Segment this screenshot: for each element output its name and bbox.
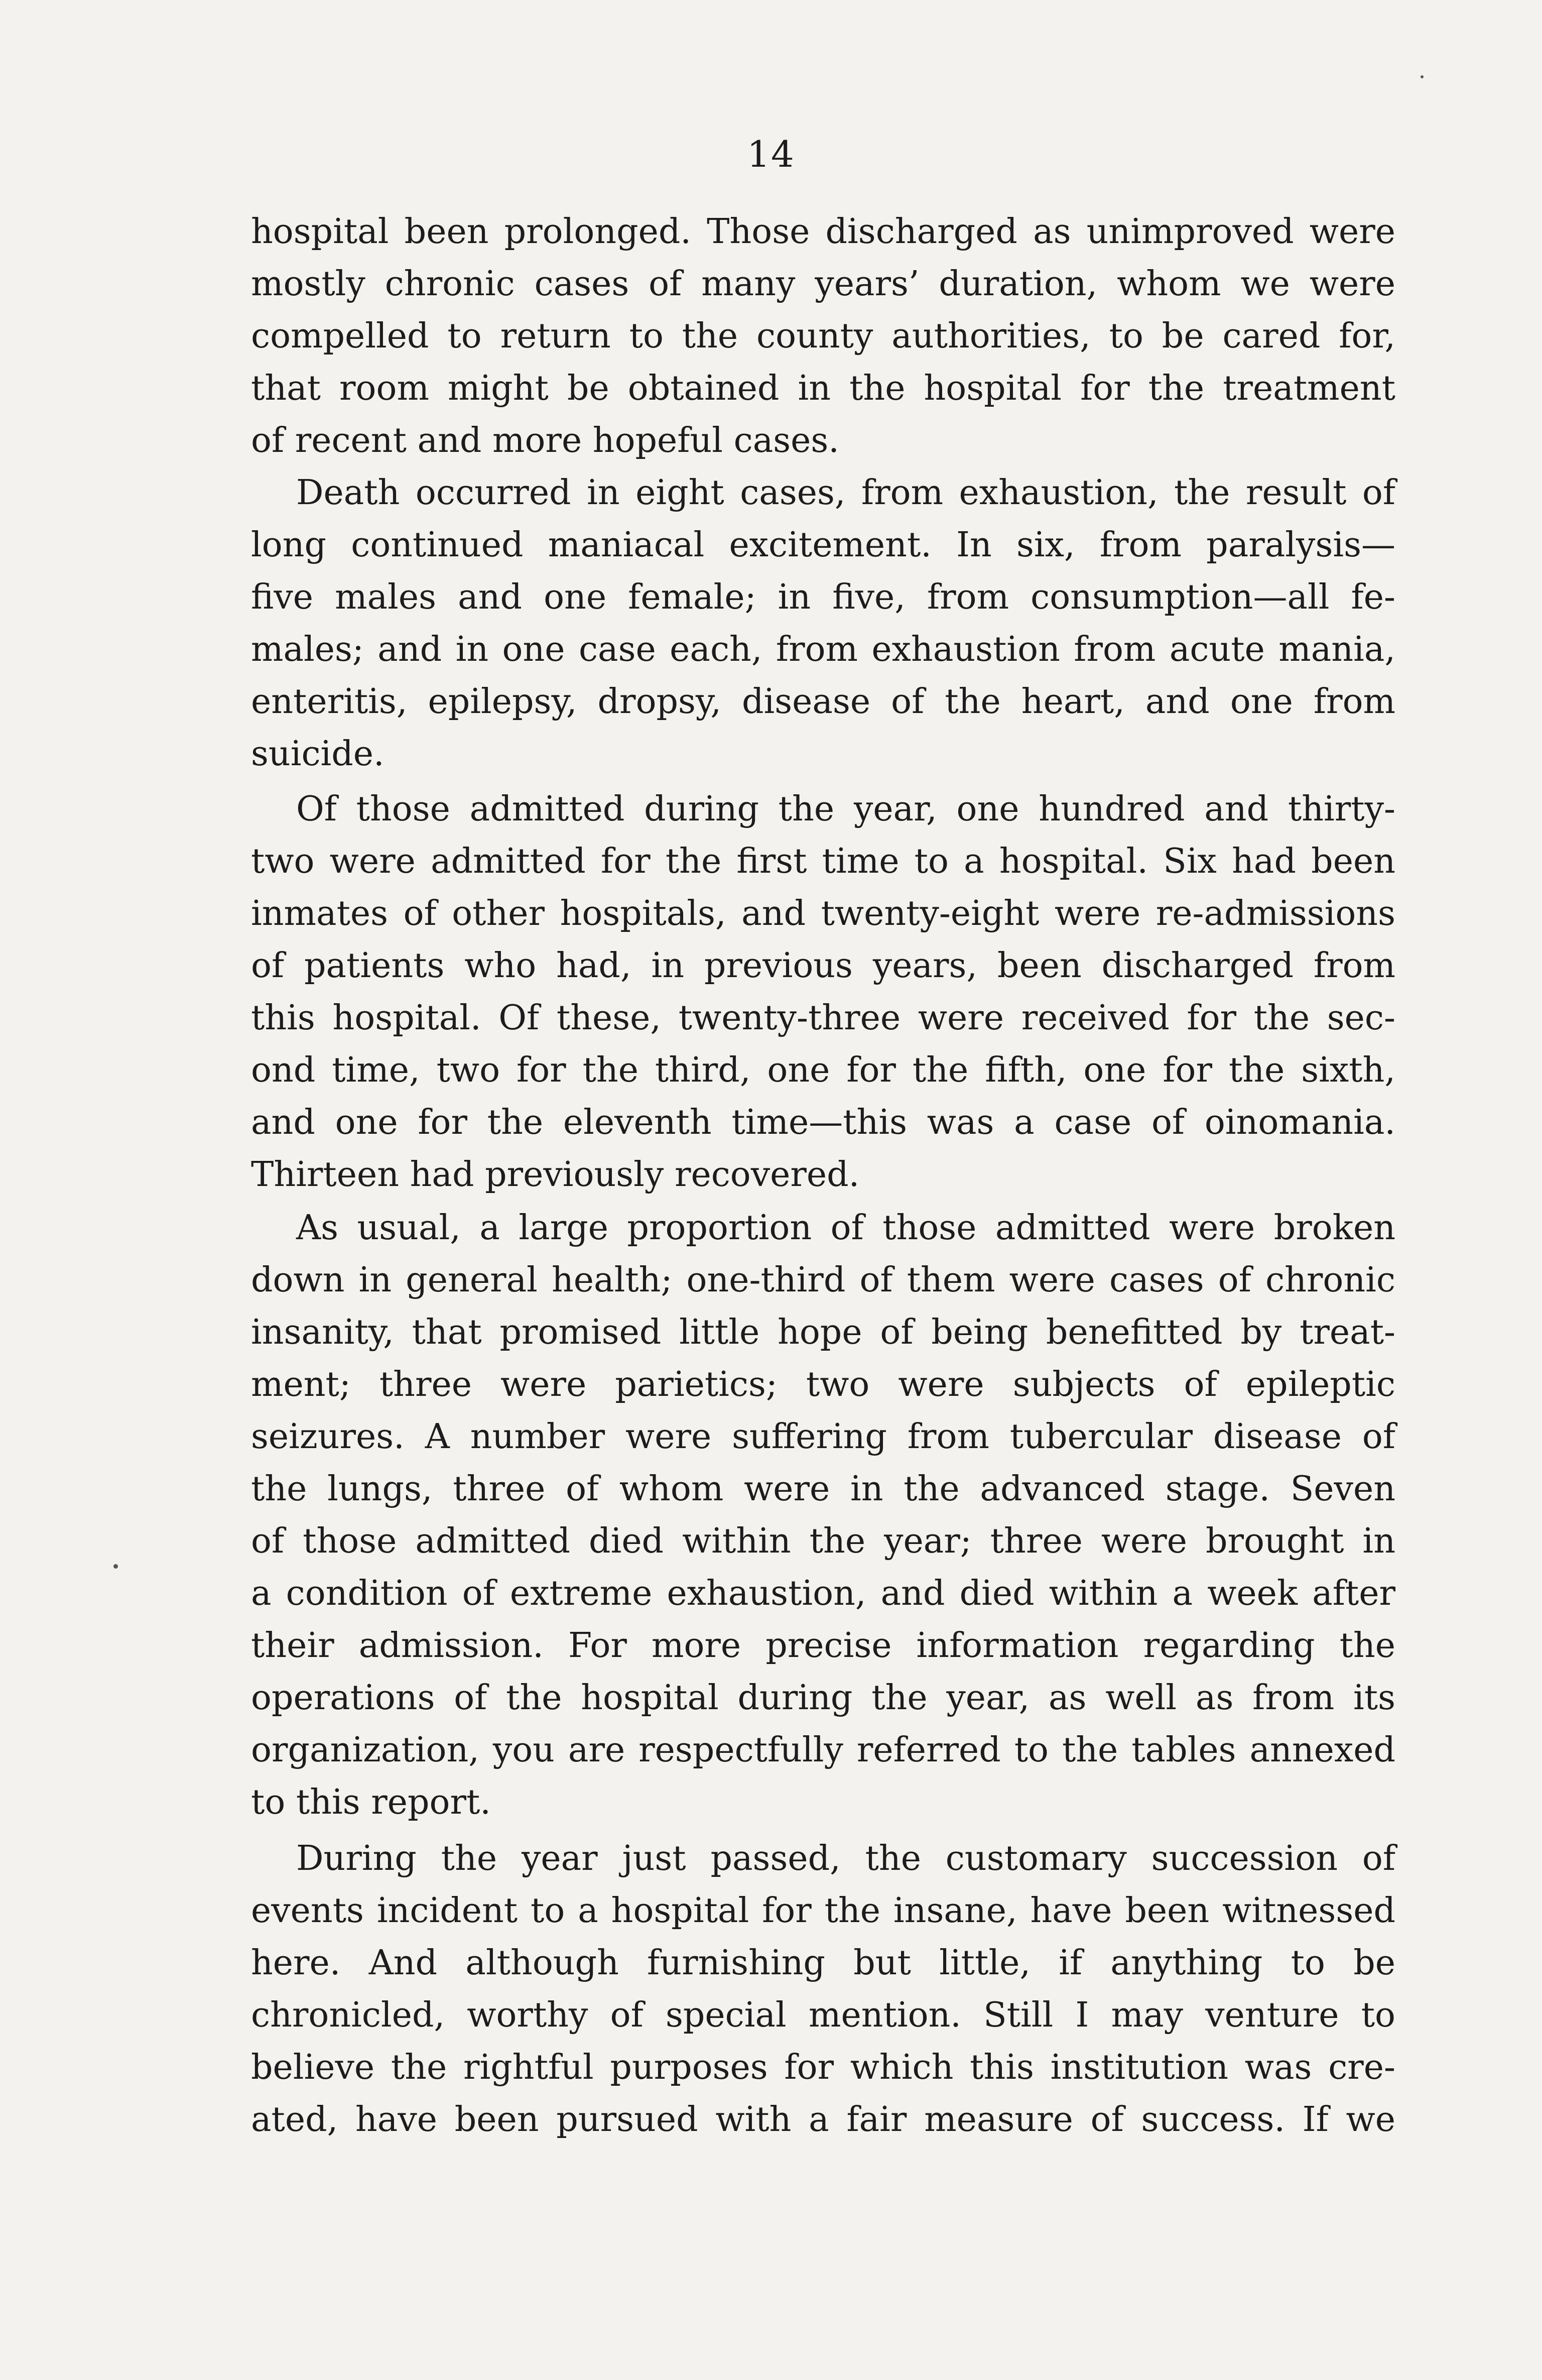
text-line: operations of the hospital during the year, as well as from its xyxy=(251,1678,1395,1718)
text-line: events incident to a hospital for the insane, have been witnessed xyxy=(251,1891,1395,1931)
ink-speck xyxy=(113,1564,118,1569)
text-line: hospital been prolonged. Those discharged as unimproved were xyxy=(251,212,1395,252)
text-line: ment; three were parietics; two were subjects of epileptic xyxy=(251,1365,1395,1404)
page-number: 14 xyxy=(747,133,795,175)
text-line: and one for the eleventh time—this was a case of oinomania. xyxy=(251,1103,1395,1142)
text-line: Of those admitted during the year, one hundred and thirty- xyxy=(296,789,1395,829)
text-line: this hospital. Of these, twenty-three were received for the sec- xyxy=(251,998,1395,1038)
text-line: chronicled, worthy of special mention. Still I may venture to xyxy=(251,1995,1395,2035)
text-line: inmates of other hospitals, and twenty-eight were re-admissions xyxy=(251,894,1395,933)
text-line: long continued maniacal excitement. In six, from paralysis— xyxy=(251,525,1395,565)
text-line: of patients who had, in previous years, been discharged from xyxy=(251,946,1395,986)
text-line: here. And although furnishing but little, if anything to be xyxy=(251,1943,1395,1983)
text-line: of those admitted died within the year; three were brought in xyxy=(251,1521,1395,1561)
text-line: to this report. xyxy=(251,1782,491,1822)
text-line: of recent and more hopeful cases. xyxy=(251,421,839,460)
text-line: ond time, two for the third, one for the fifth, one for the sixth, xyxy=(251,1050,1395,1090)
text-line: Thirteen had previously recovered. xyxy=(251,1155,860,1195)
text-line: males; and in one case each, from exhaustion from acute mania, xyxy=(251,630,1395,669)
text-line: Death occurred in eight cases, from exhaustion, the result of xyxy=(296,473,1395,513)
text-line: down in general health; one-third of them were cases of chronic xyxy=(251,1260,1395,1300)
text-line: enteritis, epilepsy, dropsy, disease of the heart, and one from xyxy=(251,682,1395,722)
text-line: organization, you are respectfully referred to the tables annexed xyxy=(251,1730,1395,1770)
text-line: their admission. For more precise information regarding the xyxy=(251,1626,1395,1665)
text-line: believe the rightful purposes for which this institution was cre- xyxy=(251,2048,1395,2087)
text-line: the lungs, three of whom were in the advanced stage. Seven xyxy=(251,1469,1395,1509)
text-line: As usual, a large proportion of those admitted were broken xyxy=(296,1208,1395,1248)
ink-speck xyxy=(1421,75,1424,78)
text-line: five males and one female; in five, from consumption—all fe- xyxy=(251,577,1395,617)
text-line: seizures. A number were suffering from tubercular disease of xyxy=(251,1417,1395,1457)
text-line: two were admitted for the first time to a hospital. Six had been xyxy=(251,842,1395,881)
text-line: that room might be obtained in the hospital for the treatment xyxy=(251,369,1395,408)
text-line: ated, have been pursued with a fair measure of success. If we xyxy=(251,2100,1395,2139)
text-line: a condition of extreme exhaustion, and died within a week after xyxy=(251,1574,1395,1613)
text-line: suicide. xyxy=(251,734,384,774)
text-line: compelled to return to the county authorities, to be cared for, xyxy=(251,316,1395,356)
text-line: During the year just passed, the customary succession of xyxy=(296,1839,1395,1878)
text-line: insanity, that promised little hope of being benefitted by treat- xyxy=(251,1313,1395,1352)
text-line: mostly chronic cases of many years’ duration, whom we were xyxy=(251,264,1395,304)
